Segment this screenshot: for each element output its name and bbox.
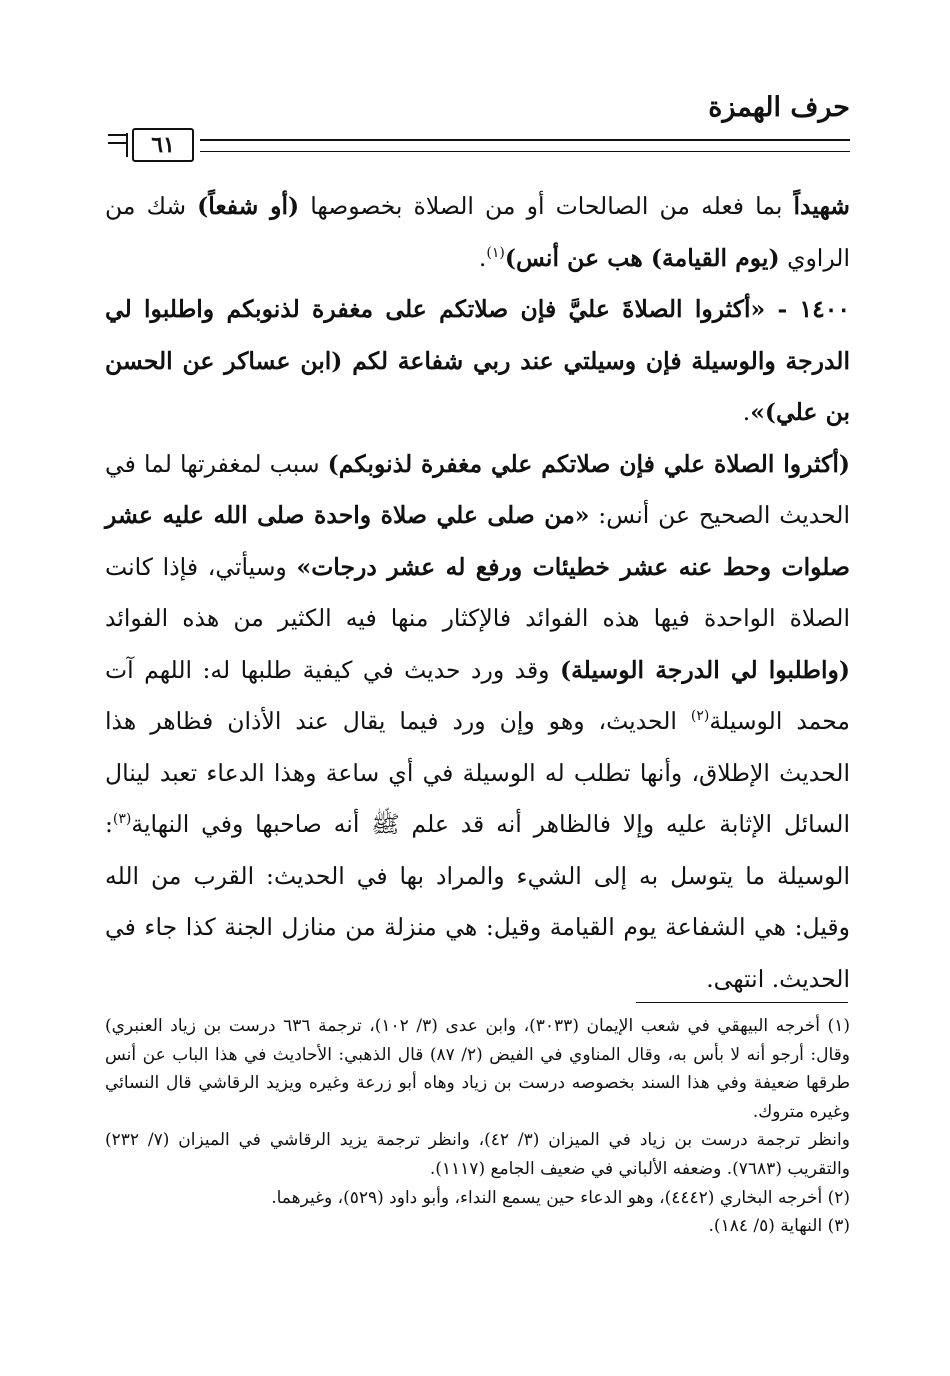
text-run: : الوسيلة ما يتوسل به إلى الشيء والمراد بها في الحديث: القرب من الله وقيل: هي الشفاعة يوم القيامة وقيل: هي منزلة من منازل الجنة كذا جاء في الحديث. انتهى. (105, 810, 850, 993)
footnote-3: (٣) النهاية (٥/ ١٨٤). (708, 1216, 850, 1237)
footnote-ref-3: (٣) (112, 811, 132, 828)
main-text (105, 181, 850, 1005)
text-run: . (478, 243, 487, 272)
footnote-1: (١) أخرجه البيهقي في شعب الإيمان (٣٠٣٣)، وابن عدى (٣/ ١٠٢)، ترجمة ٦٣٦ درست بن زياد العنبري) وقال: أرجو أنه لا بأس به، وقال المناوي في الفيض (٢/ ٨٧) قال الذهبي: الأحاديث في هذا الباب عن أنس طرقها ضعيفة وفي هذا السند بخصوصه درست بن زياد وهاه أبو زرعة وغيره ويزيد الرقاشي قال النسائي وغيره متروك. (105, 1016, 850, 1122)
text-run: وسيأتي، فإذا كانت الصلاة الواحدة فيها هذه الفوائد فالإكثار منها فيه الكثير من هذه الفوائد (105, 552, 850, 632)
bold-phrase: (أكثروا الصلاة علي فإن صلاتكم علي مغفرة لذنوبكم) (327, 449, 850, 478)
commentary-paragraph (105, 439, 850, 1006)
hadith-1400 (105, 284, 850, 439)
header-double-line (200, 139, 850, 152)
header-rule (108, 128, 850, 168)
footnote-ref-1: (١) (486, 244, 505, 261)
page-number: ٦١ (132, 128, 194, 162)
text-run: سبب لمغفرتها لما في الحديث الصحيح عن أنس: (105, 449, 850, 529)
paragraph-continuation (105, 181, 850, 284)
bold-phrase: (أو شفعاً) (197, 192, 300, 220)
footnote-2: (٢) أخرجه البخاري (٤٤٤٢)، وهو الدعاء حين يسمع النداء، وأبو داود (٥٢٩)، وغيرهما. (271, 1187, 850, 1208)
text-run: وقد ورد حديث في كيفية طلبها له: اللهم آت محمد الوسيلة (105, 655, 850, 735)
hadith-text: ١٤٠٠ - «أكثروا الصلاةَ عليَّ فإن صلاتكم على مغفرة لذنوبكم واطلبوا لي الدرجة والوسيلة فإن وسيلتي عند ربي شفاعة لكم (ابن عساكر عن الحسن بن علي)» (105, 295, 850, 426)
header-rule-end-mark (108, 134, 126, 144)
text-run: شك من الراوي (105, 192, 850, 272)
footnote-ref-2: (٢) (690, 708, 710, 725)
bold-phrase: (يوم القيامة) هب عن أنس) (504, 243, 780, 272)
text-run: بما فعله من الصالحات أو من الصلاة بخصوصها (299, 192, 794, 220)
footnote-1-continued: وانظر ترجمة درست بن زياد في الميزان (٣/ ٤٢)، وانظر ترجمة يزيد الرقاشي في الميزان (٧/ ٢٣٢) والتقريب (٧٦٨٣). وضعفه الألباني في ضعيف الجامع (١١١٧). (105, 1130, 850, 1179)
text-run: . (742, 398, 751, 426)
bold-phrase: «من صلى علي صلاة واحدة صلى الله عليه عشر صلوات وحط عنه عشر خطيئات ورفع له عشر درجات» (105, 501, 850, 581)
footnote-separator (636, 1002, 848, 1003)
footnotes (105, 1012, 850, 1241)
running-title: حرف الهمزة (708, 92, 850, 123)
bold-phrase: (واطلبوا لي الدرجة الوسيلة) (559, 655, 850, 684)
text-run: الحديث، وهو وإن ورد فيما يقال عند الأذان فظاهر هذا الحديث الإطلاق، وأنها تطلب له الوسيلة في أي ساعة وهذا الدعاء تعبد لينال السائل الإثابة عليه وإلا فالظاهر أنه قد علم ﷺ أنه صاحبها وفي النهاية (105, 707, 850, 838)
bold-phrase: شهيداً (793, 192, 850, 220)
